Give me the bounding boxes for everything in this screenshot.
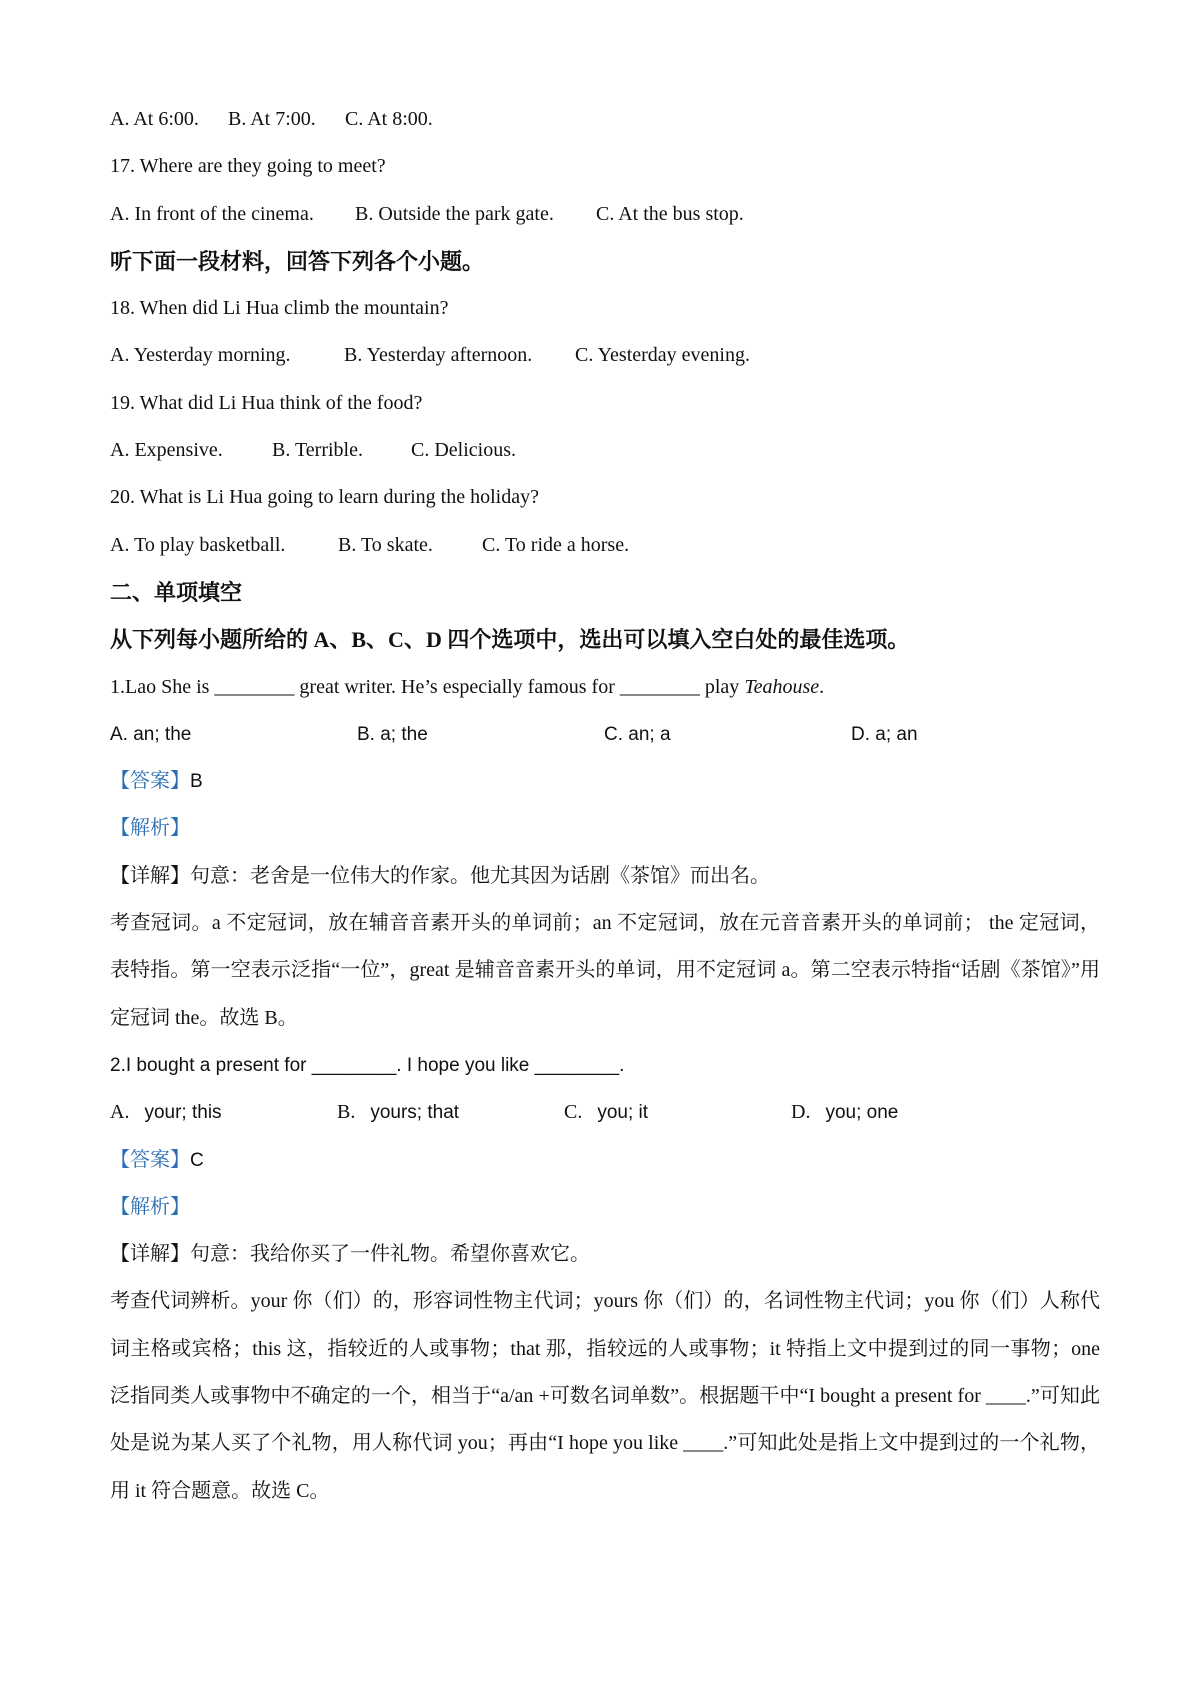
q17-stem: 17. Where are they going to meet?: [110, 155, 386, 178]
q19-option-b: B. Terrible.: [272, 439, 363, 462]
q2-analysis-tag: 【解析】: [110, 1195, 190, 1218]
q20-options: [110, 522, 1100, 569]
q19-stem: 19. What did Li Hua think of the food?: [110, 391, 423, 414]
q18-option-c: C. Yesterday evening.: [575, 344, 750, 367]
q2-options: [110, 1089, 1100, 1136]
q1-stem-text: 1.Lao She is ________ great writer. He’s especially famous for ________ play: [110, 675, 745, 698]
detail-text: 句意：老舍是一位伟大的作家。他尤其因为话剧《茶馆》而出名。: [190, 864, 770, 887]
q20-option-c: C. To ride a horse.: [482, 533, 630, 556]
q1-stem-end: .: [819, 675, 825, 698]
q16-option-a: A. At 6:00.: [110, 108, 199, 130]
q16-option-c: C. At 8:00.: [345, 108, 433, 130]
detail-text: 句意：我给你买了一件礼物。希望你喜欢它。: [190, 1243, 590, 1266]
q19-options: [110, 427, 1100, 474]
q1-option-c: C. an; a: [604, 723, 671, 745]
q2-option-a: [110, 1089, 337, 1136]
q20-option-b: B. To skate.: [338, 533, 433, 556]
q2-stem: 2.I bought a present for ________. I hope you like ________.: [110, 1054, 625, 1076]
q20-option-a: A. To play basketball.: [110, 533, 286, 556]
q2-option-d: [791, 1089, 898, 1136]
q20-stem: 20. What is Li Hua going to learn during the holiday?: [110, 486, 539, 509]
section-title: 二、单项填空: [110, 579, 243, 605]
q1-option-a: A. an; the: [110, 723, 192, 745]
q2-explanation: 考查代词辨析。your 你（们）的，形容词性物主代词；yours 你（们）的，名词性物主代词；you 你（们）人称代词主格或宾格；this 这，指较近的人或事物；that 那，指较远的人或事物；it 特指上文中提到过的同一事物；one 泛指同类人或事物中不确定的一个，相当于“a/an +可数名词单数”。根据题干中“I bought a present for ____.”可知此处是说为某人买了个礼物，用人称代词 you；再由“I hope you like ____.”可知此处是指上文中提到过的一个礼物，用 it 符合题意。故选 C。: [110, 1290, 1100, 1502]
section-instruction: 从下列每小题所给的 A、B、C、D 四个选项中，选出可以填入空白处的最佳选项。: [110, 627, 910, 653]
q17-option-a: A. In front of the cinema.: [110, 202, 314, 225]
q18-option-a: A. Yesterday morning.: [110, 344, 291, 367]
option-text: you; it: [597, 1102, 649, 1124]
option-letter: A.: [110, 1101, 130, 1124]
answer-value: B: [190, 771, 203, 793]
q17-options: [110, 191, 1100, 238]
q2-option-b: [337, 1089, 564, 1136]
option-letter: D.: [791, 1101, 811, 1124]
q1-options: [110, 711, 1100, 758]
q1-analysis-tag: 【解析】: [110, 817, 190, 840]
q2-detail: [110, 1231, 1100, 1278]
q1-detail: [110, 853, 1100, 900]
q2-answer: [110, 1137, 1100, 1184]
q1-explanation: 考查冠词。a 不定冠词，放在辅音音素开头的单词前；an 不定冠词，放在元音音素开头的单词前； the 定冠词，表特指。第一空表示泛指“一位”，great 是辅音音素开头的单词，用不定冠词 a。第二空表示特指“话剧《茶馆》”用定冠词 the。故选 B。: [110, 912, 1100, 1029]
answer-value: C: [190, 1149, 204, 1171]
q18-option-b: B. Yesterday afternoon.: [344, 344, 533, 367]
answer-tag: 【答案】: [110, 1148, 190, 1171]
option-letter: B.: [337, 1101, 356, 1124]
option-text: you; one: [825, 1102, 899, 1124]
answer-tag: 【答案】: [110, 770, 190, 793]
detail-tag: 【详解】: [110, 1243, 190, 1266]
q1-stem-italic: Teahouse: [744, 675, 820, 698]
q1-option-b: B. a; the: [357, 723, 428, 745]
q19-option-c: C. Delicious.: [411, 439, 516, 462]
q1-stem: [110, 664, 1100, 711]
listening-instruction: 听下面一段材料，回答下列各个小题。: [110, 248, 485, 274]
q2-option-c: [564, 1089, 791, 1136]
q18-stem: 18. When did Li Hua climb the mountain?: [110, 297, 449, 320]
q19-option-a: A. Expensive.: [110, 439, 223, 462]
option-text: your; this: [144, 1102, 222, 1124]
q16-option-b: B. At 7:00.: [228, 108, 316, 130]
detail-tag: 【详解】: [110, 864, 190, 887]
q1-answer: [110, 758, 1100, 805]
q17-option-c: C. At the bus stop.: [596, 202, 744, 225]
option-text: yours; that: [370, 1102, 460, 1124]
q1-option-d: D. a; an: [851, 723, 918, 745]
document-page: [110, 96, 1100, 1515]
q16-options: [110, 96, 1100, 143]
q17-option-b: B. Outside the park gate.: [355, 202, 554, 225]
q18-options: [110, 332, 1100, 379]
option-letter: C.: [564, 1101, 583, 1124]
